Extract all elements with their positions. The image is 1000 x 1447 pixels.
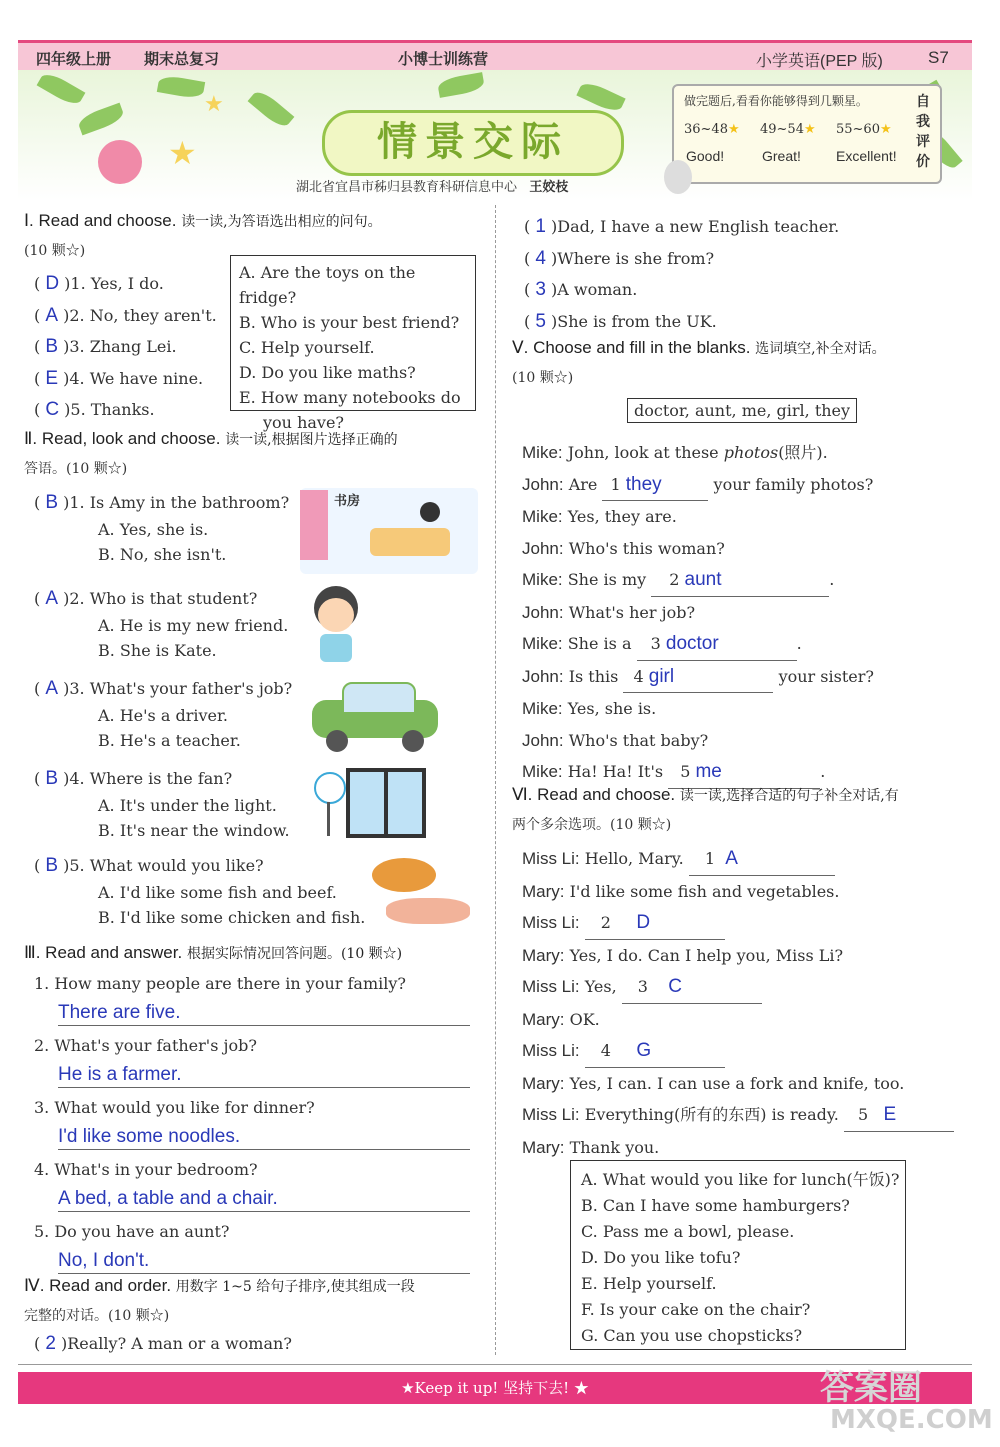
star-icon: ★ xyxy=(204,92,224,117)
s2-item-1: ( B )1. Is Amy in the bathroom? A. Yes, she is. B. No, she isn't. xyxy=(34,492,290,564)
footer-bar: ★Keep it up! 坚持下去! ★ xyxy=(18,1372,972,1404)
s2-item-4: ( B )4. Where is the fan? A. It's under the light. B. It's near the window. xyxy=(34,768,290,840)
star-icon: ★ xyxy=(803,122,816,137)
section-4-stars: 完整的对话。(10 颗☆) xyxy=(24,1308,170,1324)
car-driver-picture xyxy=(312,676,438,754)
section-2-stars: 答语。(10 颗☆) xyxy=(24,461,128,477)
section-1-items: ( D )1. Yes, I do. ( A )2. No, they aren't. ( B )3. Zhang Lei. ( E )4. We have nine. ( C )5. Thanks. xyxy=(34,273,217,420)
section-4-title: Ⅳ. Read and order. 用数字 1~5 给句子排序,使其组成一段 xyxy=(24,1276,415,1295)
answer: E xyxy=(45,367,59,389)
s2-item-2: ( A )2. Who is that student? A. He is my new friend. B. She is Kate. xyxy=(34,588,289,660)
section-6-options-box: A. What would you like for lunch(午饭)? B. Can I have some hamburgers? C. Pass me a bowl, please. D. Do you like tofu? E. Help yourself. F. Is your cake on the chair? G. Can you use chopsticks? xyxy=(570,1160,906,1350)
study-room-picture: 书房 xyxy=(300,488,478,574)
section-1-stars: (10 颗☆) xyxy=(24,243,86,259)
fill-blank: 5 me xyxy=(668,756,820,789)
section-2-title: Ⅱ. Read, look and choose. 读一读,根据图片选择正确的 xyxy=(24,429,398,448)
section-3-items: 1. How many people are there in your family? There are five. 2. What's your father's job? He is a farmer. 3. What would you like for dinner? I'd like some noodles. 4. What's in your bedroom? A bed, a table and a chair. 5. Do you have an aunt? No, I don't. xyxy=(34,974,472,1274)
fill-blank: 2 aunt xyxy=(651,564,829,597)
fan-window-picture xyxy=(310,766,430,842)
section-1-title: Ⅰ. Read and choose. 读一读,为答语选出相应的问句。 xyxy=(24,211,382,230)
s4-item: ( 2 )Really? A man or a woman? xyxy=(34,1333,292,1354)
section-6-stars: 两个多余选项。(10 颗☆) xyxy=(512,817,672,833)
answer: D xyxy=(45,273,60,294)
rating-range: 36~48 xyxy=(684,122,728,137)
section-6-title: Ⅵ. Read and choose. 读一读,选择合适的句子补全对话,有 xyxy=(512,785,899,804)
rating-word: Good! xyxy=(686,148,725,164)
section-1-options-box: A. Are the toys on the fridge? B. Who is your best friend? C. Help yourself. D. Do you like maths? E. How many notebooks do you have? xyxy=(230,255,476,411)
flower-icon xyxy=(98,140,142,184)
roast-chicken-picture xyxy=(372,858,436,892)
rating-word: Great! xyxy=(762,148,801,164)
fill-blank: 3 doctor xyxy=(637,628,797,661)
rating-instruction: 做完题后,看看你能够得到几颗星。 xyxy=(684,94,868,108)
fill-blank: 4 girl xyxy=(623,661,773,694)
answer: C xyxy=(45,399,60,420)
author: 王姣枝 xyxy=(529,180,569,195)
s2-item-5: ( B )5. What would you like? A. I'd like some fish and beef. B. I'd like some chicken and fish. xyxy=(34,855,366,927)
header-bar xyxy=(18,40,972,73)
section-5-dialogue: Mike: John, look at these photos(照片). John: Are 1 they your family photos? Mike: Yes, they are. John: Who's this woman? Mike: She is my 2 aunt . John: What's her job? Mike: She is a 3 doctor . John: Is this 4 girl your sister? Mike: Yes, she is. John: Who's that baby? Mike: Ha! Ha! It's 5 me . xyxy=(522,437,972,789)
review-label: 期末总复习 xyxy=(144,50,220,68)
section-5-stars: (10 颗☆) xyxy=(512,370,574,386)
s2-item-3: ( A )3. What's your father's job? A. He's a driver. B. He's a teacher. xyxy=(34,678,293,750)
fill-blank: 1 they xyxy=(602,469,708,502)
rating-range: 55~60 xyxy=(836,122,880,137)
source-line: 湖北省宜昌市秭归县教育科研信息中心 王姣枝 xyxy=(296,180,569,195)
star-icon: ★ xyxy=(879,122,892,137)
rating-box xyxy=(672,84,942,184)
mascot-icon xyxy=(664,160,692,194)
fill-blank: 2 D xyxy=(585,907,725,940)
section-banner: 情景交际 xyxy=(322,110,624,176)
answer-line: A bed, a table and a chair. xyxy=(58,1187,470,1212)
answer-line: He is a farmer. xyxy=(58,1063,470,1088)
column-divider xyxy=(495,205,496,1355)
subject-label: 小学英语(PEP 版) xyxy=(756,53,883,70)
page-number: S7 xyxy=(928,48,949,67)
answer-line: There are five. xyxy=(58,1001,470,1026)
section-6-dialogue: Miss Li: Hello, Mary. 1 A Mary: I'd like some fish and vegetables. Miss Li: 2 D Mary: Yes, I do. Can I help you, Miss Li? Miss Li: Yes, 3 C Mary: OK. Miss Li: 4 G Mary: Yes, I can. I can use a fork and knife, too. Miss Li: Everything(所有的东西) is ready. 5 E Mary: Thank you. xyxy=(522,843,972,1163)
section-5-title: Ⅴ. Choose and fill in the blanks. 选词填空,补全对话。 xyxy=(512,338,886,357)
section-3-title: Ⅲ. Read and answer. 根据实际情况回答问题。(10 颗☆) xyxy=(24,943,403,962)
s4-items-continued: ( 1 )Dad, I have a new English teacher. ( 4 )Where is she from? ( 3 )A woman. ( 5 )She is from the UK. xyxy=(524,216,840,332)
word-box: doctor, aunt, me, girl, they xyxy=(627,398,857,423)
fill-blank: 1 A xyxy=(689,843,835,876)
self-eval-label: 自我评价 xyxy=(916,94,930,170)
fill-blank: 5 E xyxy=(844,1099,954,1132)
fish-picture xyxy=(386,898,470,924)
star-icon: ★ xyxy=(168,134,197,172)
brand-label: 小博士训练营 xyxy=(398,50,489,68)
answer-line: No, I don't. xyxy=(58,1249,470,1274)
watermark-url: MXQE.COM xyxy=(830,1405,993,1435)
answer: B xyxy=(45,336,59,357)
grade-label: 四年级上册 xyxy=(36,50,112,68)
star-icon: ★ xyxy=(727,122,740,137)
fill-blank: 4 G xyxy=(585,1035,725,1068)
fill-blank: 3 C xyxy=(622,971,762,1004)
rating-word: Excellent! xyxy=(836,148,897,164)
rating-range: 49~54 xyxy=(760,122,804,137)
answer-line: I'd like some noodles. xyxy=(58,1125,470,1150)
watermark-logo: 答案圈 xyxy=(820,1368,922,1408)
boy-student-picture xyxy=(306,586,366,666)
answer: A xyxy=(45,304,59,326)
